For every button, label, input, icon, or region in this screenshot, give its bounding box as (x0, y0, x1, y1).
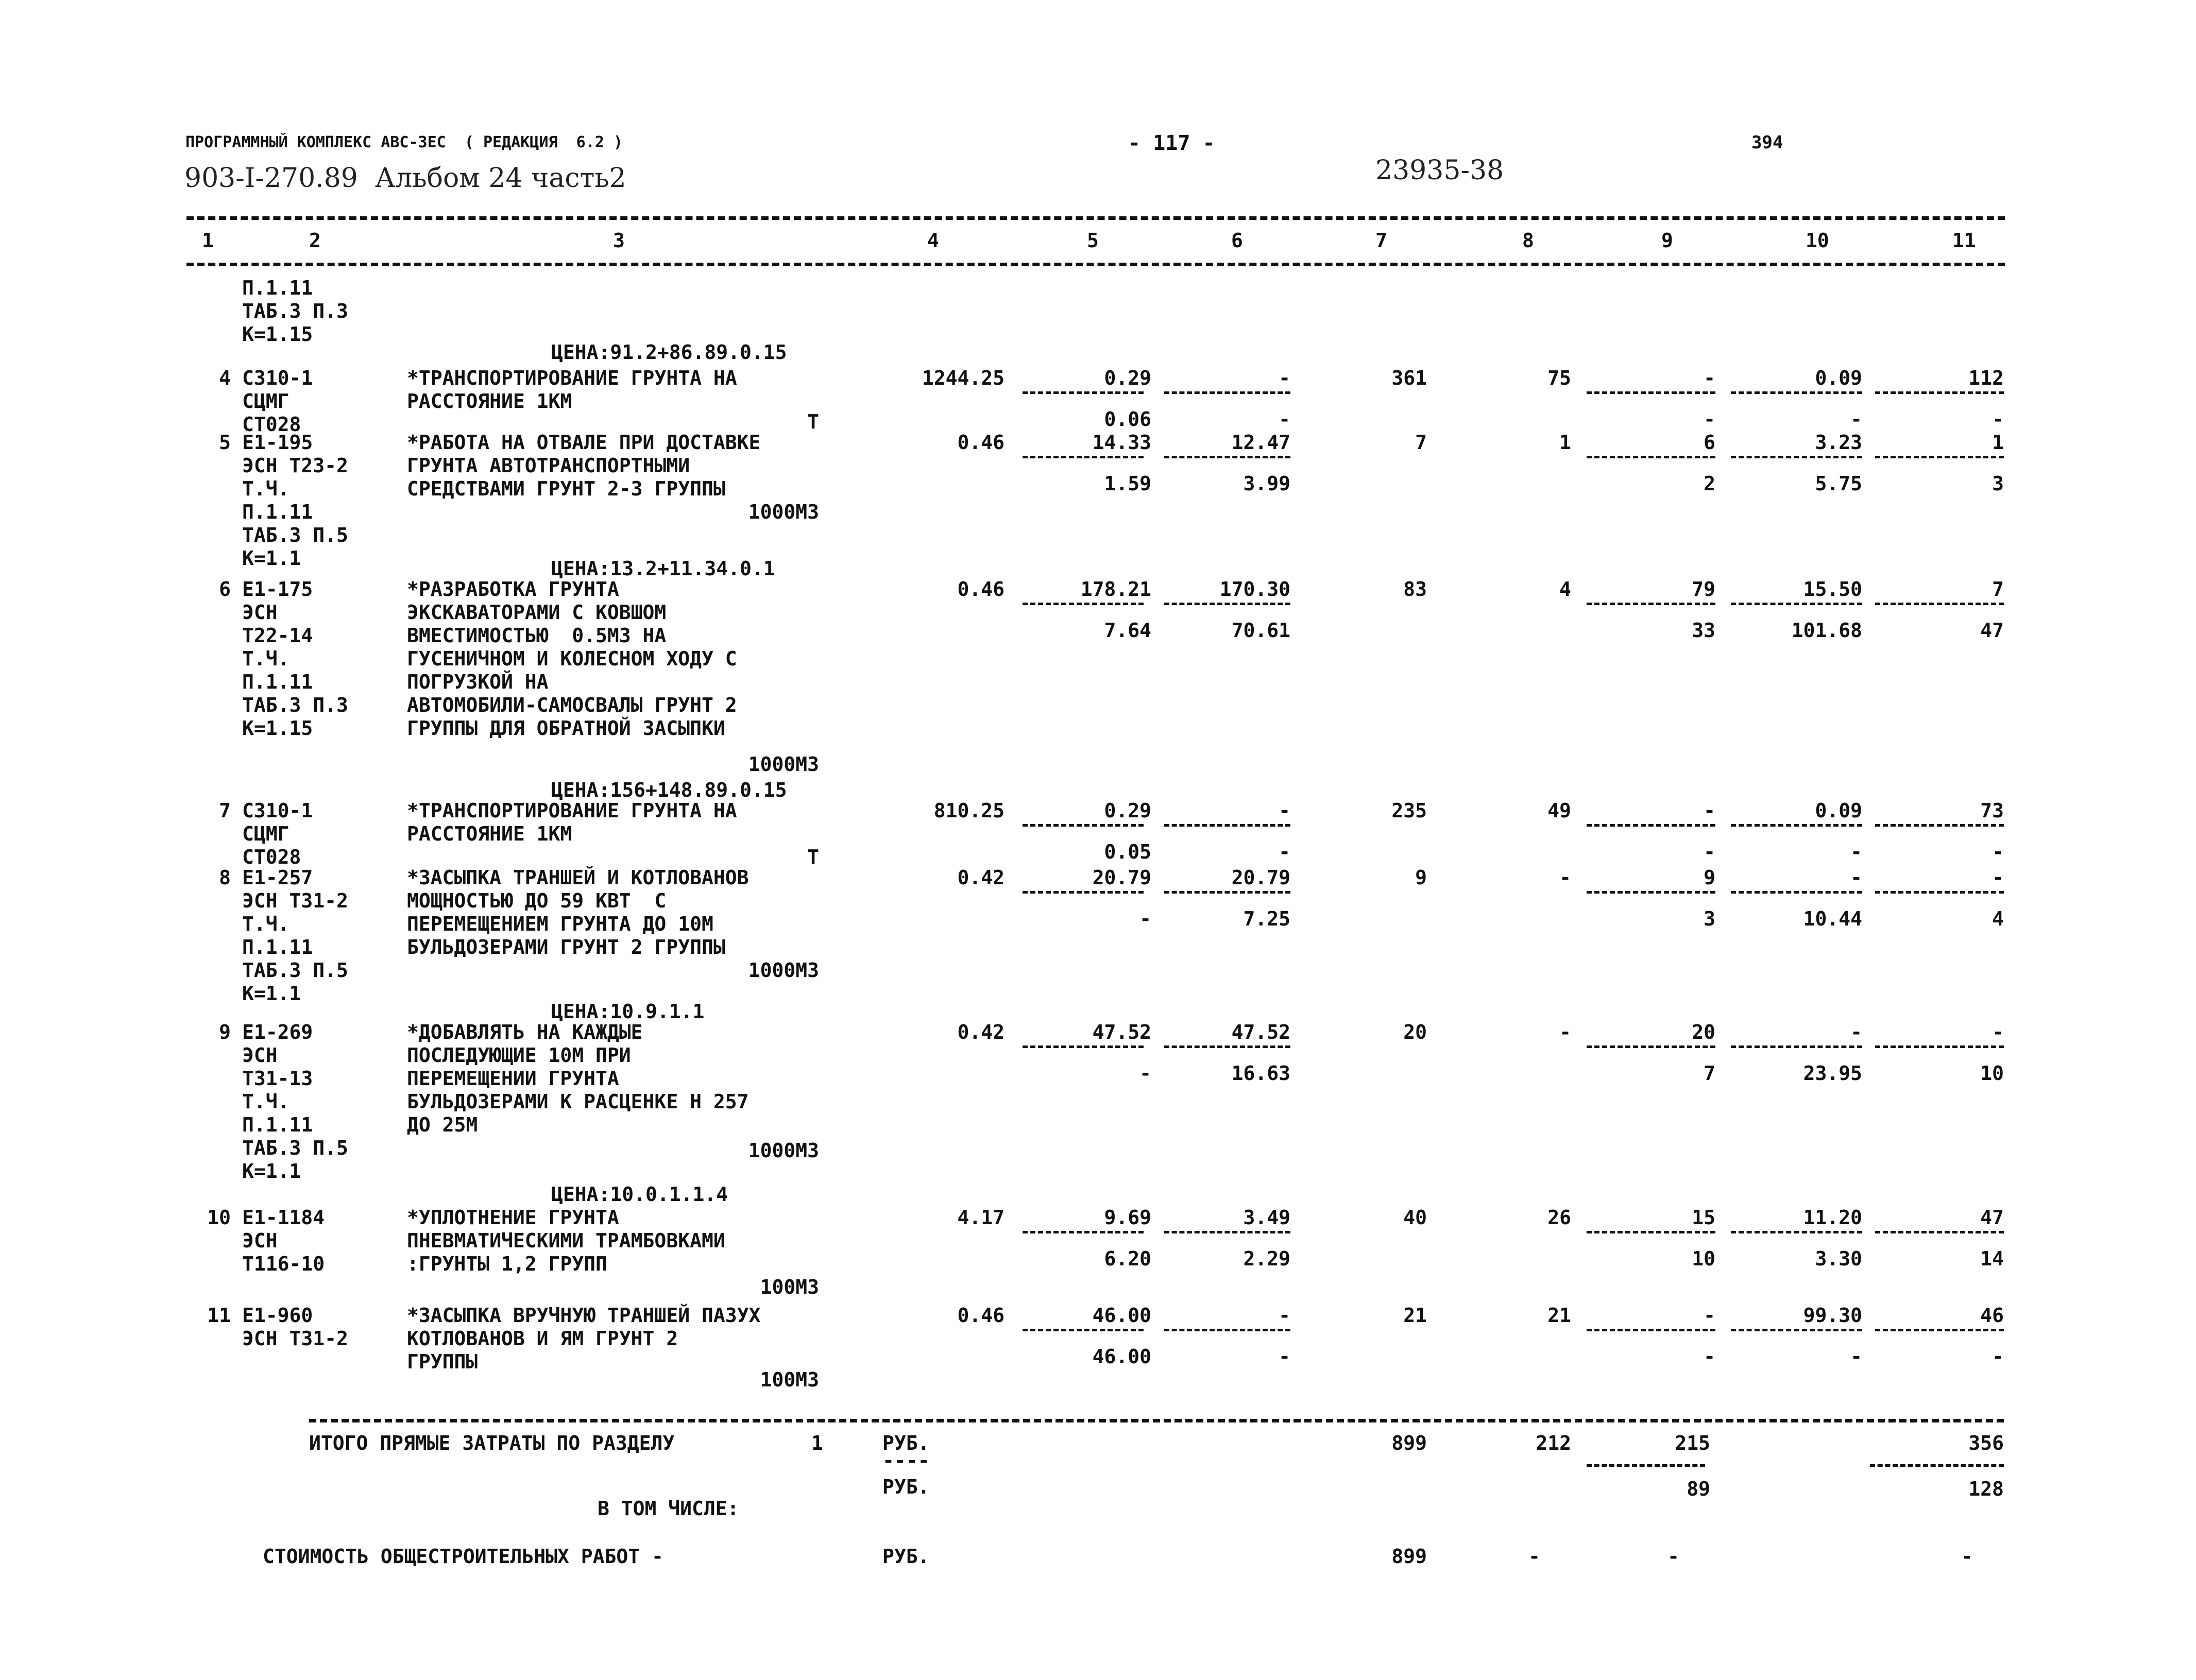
work-description-line: ПНЕВМАТИЧЕСКИМИ ТРАМБОВКАМИ (407, 1229, 725, 1252)
cell-second-col11: 3 (1992, 472, 2004, 495)
cell-divider-col6 (1164, 824, 1290, 827)
cell-divider-col10 (1731, 891, 1862, 894)
work-description-line: АВТОМОБИЛИ-САМОСВАЛЫ ГРУНТ 2 (407, 694, 737, 716)
totals-label: ИТОГО ПРЯМЫЕ ЗАТРАТЫ ПО РАЗДЕЛУ (309, 1432, 675, 1454)
cell-second-col9: - (1704, 408, 1715, 431)
cell-divider-col5 (1023, 1231, 1144, 1233)
cell-divider-col5 (1023, 1045, 1144, 1048)
column-number-10: 10 (1806, 229, 1829, 252)
cell-second-col5: - (1139, 907, 1151, 930)
cell-divider-col10 (1731, 1045, 1862, 1048)
rate-code-line: Е1-960 (242, 1304, 313, 1327)
rate-code-line: Е1-269 (242, 1021, 313, 1043)
cell-col10: 11.20 (1803, 1206, 1862, 1229)
measure-unit: 1000М3 (748, 753, 819, 776)
cell-second-col11: 14 (1980, 1247, 2004, 1270)
row-number: 6 (219, 578, 231, 601)
document-number: 23935-38 (1375, 155, 1504, 186)
cell-col8: - (1559, 866, 1571, 889)
cell-col5: 0.29 (1104, 799, 1151, 822)
column-number-11: 11 (1952, 229, 1976, 252)
column-number-3: 3 (613, 229, 625, 252)
cell-col4: 0.46 (957, 1304, 1005, 1327)
rate-code-line: К=1.1 (242, 547, 301, 570)
row-number: 5 (219, 431, 231, 454)
rate-code-line: Е1-1184 (242, 1206, 325, 1229)
rate-code-line: ЭСН (242, 1044, 278, 1067)
cell-second-col10: 101.68 (1791, 619, 1862, 642)
price-breakdown: ЦЕНА:10.9.1.1 (551, 1000, 705, 1023)
work-description-line: *РАЗРАБОТКА ГРУНТА (407, 578, 619, 601)
cell-second-col5: 46.00 (1092, 1345, 1151, 1368)
work-description-line: ГРУППЫ (407, 1350, 478, 1373)
measure-unit: 100М3 (760, 1276, 819, 1298)
totals-unit-second: РУБ. (882, 1476, 930, 1498)
cell-second-col11: - (1992, 1345, 2004, 1368)
cell-col9: 79 (1692, 578, 1715, 601)
cell-second-col6: - (1279, 841, 1290, 863)
cell-divider-col10 (1731, 1231, 1862, 1233)
row-number: 8 (219, 866, 231, 889)
cell-col8: 4 (1559, 578, 1571, 601)
cell-col9: - (1704, 367, 1715, 389)
cell-col7: 9 (1415, 866, 1427, 889)
cell-second-col11: - (1992, 841, 2004, 863)
cell-divider-col11 (1875, 603, 2004, 605)
measure-unit: 1000М3 (748, 501, 819, 523)
cost-label: СТОИМОСТЬ ОБЩЕСТРОИТЕЛЬНЫХ РАБОТ - (263, 1545, 663, 1568)
cell-second-col9: 33 (1692, 619, 1715, 642)
cell-divider-col5 (1023, 456, 1144, 458)
cost-col9: - (1667, 1545, 1679, 1568)
cell-divider-col11 (1875, 1231, 2004, 1233)
totals-col9: 215 (1675, 1432, 1710, 1454)
cell-col6: 12.47 (1231, 431, 1290, 454)
rate-code-line: Е1-257 (242, 866, 313, 889)
cell-second-col11: 4 (1992, 907, 2004, 930)
cell-second-col9: - (1704, 841, 1715, 863)
rate-code-line: СТ028 (242, 413, 301, 436)
cell-second-col6: 7.25 (1243, 907, 1290, 930)
cell-col4: 0.42 (957, 1021, 1005, 1043)
rate-code-line: ТАБ.3 П.5 (242, 1137, 348, 1159)
totals-col11: 356 (1968, 1432, 2004, 1454)
cell-second-col6: 3.99 (1243, 472, 1290, 495)
cell-col8: 75 (1547, 367, 1571, 389)
column-number-2: 2 (309, 229, 321, 252)
rate-code-line: П.1.11 (242, 277, 313, 299)
cell-col6: 3.49 (1243, 1206, 1290, 1229)
cell-col4: 0.46 (957, 578, 1005, 601)
column-number-9: 9 (1661, 229, 1673, 252)
work-description-line: ПЕРЕМЕЩЕНИИ ГРУНТА (407, 1067, 619, 1090)
cell-second-col9: 2 (1704, 472, 1715, 495)
cell-col5: 178.21 (1080, 578, 1151, 601)
cell-col9: 15 (1692, 1206, 1715, 1229)
cell-col4: 0.46 (957, 431, 1005, 454)
rule-header (186, 263, 2005, 266)
row-number: 7 (219, 799, 231, 822)
totals-col11-second: 128 (1968, 1478, 2004, 1500)
work-description-line: ВМЕСТИМОСТЬЮ 0.5М3 НА (407, 624, 667, 647)
cell-col6: - (1279, 1304, 1290, 1327)
cell-col7: 21 (1403, 1304, 1427, 1327)
cell-divider-col6 (1164, 891, 1290, 894)
work-description-line: КОТЛОВАНОВ И ЯМ ГРУНТ 2 (407, 1327, 678, 1350)
cell-second-col9: 10 (1692, 1247, 1715, 1270)
cell-col8: 1 (1559, 431, 1571, 454)
cell-divider-col10 (1731, 391, 1862, 394)
column-number-1: 1 (202, 229, 214, 252)
work-description-line: МОЩНОСТЬЮ ДО 59 КВТ С (407, 889, 667, 912)
cell-divider-col5 (1023, 1329, 1144, 1331)
cell-second-col5: 1.59 (1104, 472, 1151, 495)
cell-second-col10: 3.30 (1815, 1247, 1862, 1270)
cell-col9: - (1704, 1304, 1715, 1327)
rate-code-line: ЭСН Т31-2 (242, 889, 348, 912)
cell-col7: 40 (1403, 1206, 1427, 1229)
cell-divider-col9 (1587, 456, 1715, 458)
work-description-line: *ДОБАВЛЯТЬ НА КАЖДЫЕ (407, 1021, 643, 1043)
measure-unit: 1000М3 (748, 959, 819, 982)
work-description-line: ПОСЛЕДУЮЩИЕ 10М ПРИ (407, 1044, 631, 1067)
measure-unit: 100М3 (760, 1368, 819, 1391)
cost-col7: 899 (1391, 1545, 1427, 1568)
cell-divider-col6 (1164, 456, 1290, 458)
rate-code-line: Е1-175 (242, 578, 313, 601)
row-number: 4 (219, 367, 231, 389)
cell-divider-col9 (1587, 1329, 1715, 1331)
cell-col7: 7 (1415, 431, 1427, 454)
totals-col11-rule (1870, 1464, 2004, 1467)
cell-col8: 49 (1547, 799, 1571, 822)
totals-col9-second: 89 (1687, 1478, 1710, 1500)
cell-divider-col11 (1875, 456, 2004, 458)
including-label: В ТОМ ЧИСЛЕ: (598, 1497, 739, 1520)
rate-code-line: Т.Ч. (242, 647, 290, 670)
cell-col10: 0.09 (1815, 799, 1862, 822)
cell-second-col9: - (1704, 1345, 1715, 1368)
work-description-line: :ГРУНТЫ 1,2 ГРУПП (407, 1253, 607, 1275)
program-line: ПРОГРАММНЫЙ КОМПЛЕКС АВС-3ЕС ( РЕДАКЦИЯ 6.2 ) (185, 133, 623, 151)
cell-second-col9: 7 (1704, 1062, 1715, 1085)
cell-divider-col10 (1731, 456, 1862, 458)
cell-divider-col6 (1164, 1231, 1290, 1233)
cell-col11: 112 (1968, 367, 2004, 389)
rate-code-line: Т.Ч. (242, 477, 290, 500)
cell-second-col6: 2.29 (1243, 1247, 1290, 1270)
price-breakdown: ЦЕНА:13.2+11.34.0.1 (551, 557, 775, 580)
cell-col10: - (1850, 1021, 1862, 1043)
rate-code-line: П.1.11 (242, 936, 313, 958)
totals-unit: РУБ. (882, 1432, 930, 1454)
work-description-line: СРЕДСТВАМИ ГРУНТ 2-3 ГРУППЫ (407, 477, 725, 500)
cell-second-col6: - (1279, 408, 1290, 431)
work-description-line: ДО 25М (407, 1113, 478, 1136)
cell-second-col10: 23.95 (1803, 1062, 1862, 1085)
cell-second-col5: 7.64 (1104, 619, 1151, 642)
cell-col6: 170.30 (1219, 578, 1290, 601)
work-description-line: БУЛЬДОЗЕРАМИ К РАСЦЕНКЕ Н 257 (407, 1090, 749, 1113)
cell-col6: - (1279, 799, 1290, 822)
rate-code-line: П.1.11 (242, 671, 313, 693)
column-number-5: 5 (1087, 229, 1099, 252)
rate-code-line: С310-1 (242, 367, 313, 389)
cell-divider-col10 (1731, 1329, 1862, 1331)
cell-col10: 0.09 (1815, 367, 1862, 389)
cell-divider-col10 (1731, 603, 1862, 605)
cell-divider-col5 (1023, 824, 1144, 827)
measure-unit: Т (807, 410, 819, 433)
cell-col11: 46 (1980, 1304, 2004, 1327)
work-description-line: *ЗАСЫПКА ТРАНШЕЙ И КОТЛОВАНОВ (407, 866, 749, 889)
cell-col4: 1244.25 (922, 367, 1005, 389)
cell-col5: 14.33 (1092, 431, 1151, 454)
cell-divider-col11 (1875, 824, 2004, 827)
cell-second-col10: 5.75 (1815, 472, 1862, 495)
rate-code-line: Т.Ч. (242, 1090, 290, 1113)
cell-col9: - (1704, 799, 1715, 822)
work-description-line: ЭКСКАВАТОРАМИ С КОВШОМ (407, 601, 667, 624)
cost-col8: - (1528, 1545, 1540, 1568)
cell-col10: - (1850, 866, 1862, 889)
work-description-line: ПОГРУЗКОЙ НА (407, 671, 549, 693)
rate-code-line: К=1.15 (242, 717, 313, 740)
rate-code-line: С310-1 (242, 799, 313, 822)
cell-second-col10: 10.44 (1803, 907, 1862, 930)
cell-col9: 20 (1692, 1021, 1715, 1043)
cell-col5: 47.52 (1092, 1021, 1151, 1043)
rate-code-line: ТАБ.3 П.5 (242, 524, 348, 546)
cell-second-col10: - (1850, 408, 1862, 431)
cell-col11: 7 (1992, 578, 2004, 601)
cell-col11: - (1992, 1021, 2004, 1043)
cell-divider-col11 (1875, 391, 2004, 394)
cell-col4: 4.17 (957, 1206, 1005, 1229)
rate-code-line: ЭСН Т23-2 (242, 454, 348, 477)
cell-second-col6: - (1279, 1345, 1290, 1368)
rate-code-line: СЦМГ (242, 390, 290, 413)
measure-unit: 1000М3 (748, 1139, 819, 1162)
cell-col10: 3.23 (1815, 431, 1862, 454)
work-description-line: ГРУППЫ ДЛЯ ОБРАТНОЙ ЗАСЫПКИ (407, 717, 725, 740)
cell-divider-col6 (1164, 603, 1290, 605)
row-number: 10 (207, 1206, 231, 1229)
column-number-4: 4 (927, 229, 939, 252)
rate-code-line: ТАБ.3 П.3 (242, 694, 348, 716)
cell-second-col5: 0.06 (1104, 408, 1151, 431)
cell-divider-col9 (1587, 1045, 1715, 1048)
cell-divider-col11 (1875, 891, 2004, 894)
totals-unit-dash: ---- (882, 1449, 930, 1472)
rate-code-line: К=1.1 (242, 1160, 301, 1182)
cell-col9: 9 (1704, 866, 1715, 889)
cell-second-col10: - (1850, 1345, 1862, 1368)
cell-col5: 20.79 (1092, 866, 1151, 889)
cell-divider-col5 (1023, 891, 1144, 894)
cell-col7: 83 (1403, 578, 1427, 601)
price-breakdown: ЦЕНА:10.0.1.1.4 (551, 1183, 728, 1206)
cell-col4: 0.42 (957, 866, 1005, 889)
cell-col11: 1 (1992, 431, 2004, 454)
cost-unit: РУБ. (882, 1545, 930, 1568)
cell-col5: 0.29 (1104, 367, 1151, 389)
rate-code-line: П.1.11 (242, 501, 313, 523)
rate-code-line: Т22-14 (242, 624, 313, 647)
column-number-8: 8 (1522, 229, 1534, 252)
work-description-line: *УПЛОТНЕНИЕ ГРУНТА (407, 1206, 619, 1229)
sheet-number: 394 (1751, 132, 1783, 153)
rate-code-line: СЦМГ (242, 822, 290, 845)
rate-code-line: Е1-195 (242, 431, 313, 454)
rate-code-line: СТ028 (242, 846, 301, 868)
rate-code-line: ЭСН (242, 601, 278, 624)
cell-col8: - (1559, 1021, 1571, 1043)
cell-col11: 73 (1980, 799, 2004, 822)
cell-second-col5: - (1139, 1062, 1151, 1085)
work-description-line: ГРУНТА АВТОТРАНСПОРТНЫМИ (407, 454, 690, 477)
work-description-line: *РАБОТА НА ОТВАЛЕ ПРИ ДОСТАВКЕ (407, 431, 761, 454)
totals-col8: 212 (1536, 1432, 1571, 1454)
cell-second-col11: 47 (1980, 619, 2004, 642)
price-breakdown: ЦЕНА:91.2+86.89.0.15 (551, 341, 787, 364)
cell-col7: 235 (1391, 799, 1427, 822)
cell-divider-col6 (1164, 391, 1290, 394)
cell-col9: 6 (1704, 431, 1715, 454)
rate-code-line: ЭСН (242, 1229, 278, 1252)
cell-second-col10: - (1850, 841, 1862, 863)
work-description-line: БУЛЬДОЗЕРАМИ ГРУНТ 2 ГРУППЫ (407, 936, 725, 958)
work-description-line: *ЗАСЫПКА ВРУЧНУЮ ТРАНШЕЙ ПАЗУХ (407, 1304, 761, 1327)
rate-code-line: К=1.15 (242, 323, 313, 346)
rule-totals (309, 1419, 2004, 1422)
cost-col11: - (1961, 1545, 1973, 1568)
cell-col8: 26 (1547, 1206, 1571, 1229)
cell-divider-col9 (1587, 1231, 1715, 1233)
measure-unit: Т (807, 846, 819, 868)
cell-divider-col11 (1875, 1329, 2004, 1331)
cell-second-col6: 70.61 (1231, 619, 1290, 642)
column-number-7: 7 (1375, 229, 1387, 252)
cell-col10: 99.30 (1803, 1304, 1862, 1327)
cell-divider-col5 (1023, 603, 1144, 605)
rate-code-line: Т.Ч. (242, 913, 290, 935)
work-description-line: РАССТОЯНИЕ 1КМ (407, 390, 572, 413)
cell-col10: 15.50 (1803, 578, 1862, 601)
price-breakdown: ЦЕНА:156+148.89.0.15 (551, 779, 787, 801)
cell-second-col11: - (1992, 408, 2004, 431)
cell-col8: 21 (1547, 1304, 1571, 1327)
rate-code-line: ТАБ.3 П.5 (242, 959, 348, 982)
rate-code-line: К=1.1 (242, 982, 301, 1005)
cell-divider-col9 (1587, 391, 1715, 394)
cell-col6: - (1279, 367, 1290, 389)
cell-second-col5: 6.20 (1104, 1247, 1151, 1270)
cell-divider-col9 (1587, 824, 1715, 827)
rate-code-line: Т116-10 (242, 1253, 325, 1275)
cell-divider-col6 (1164, 1045, 1290, 1048)
cell-col7: 361 (1391, 367, 1427, 389)
cell-col6: 47.52 (1231, 1021, 1290, 1043)
totals-col7: 899 (1391, 1432, 1427, 1454)
cell-col11: - (1992, 866, 2004, 889)
totals-section: 1 (811, 1432, 823, 1454)
row-number: 9 (219, 1021, 231, 1043)
row-number: 11 (207, 1304, 231, 1327)
work-description-line: ГУСЕНИЧНОМ И КОЛЕСНОМ ХОДУ С (407, 647, 737, 670)
project-reference: 903-I-270.89 Альбом 24 часть2 (184, 163, 626, 194)
cell-col5: 46.00 (1092, 1304, 1151, 1327)
cell-second-col9: 3 (1704, 907, 1715, 930)
column-number-6: 6 (1231, 229, 1243, 252)
cell-col6: 20.79 (1231, 866, 1290, 889)
cell-divider-col6 (1164, 1329, 1290, 1331)
cell-second-col11: 10 (1980, 1062, 2004, 1085)
work-description-line: РАССТОЯНИЕ 1КМ (407, 822, 572, 845)
cell-col4: 810.25 (933, 799, 1005, 822)
rate-code-line: Т31-13 (242, 1067, 313, 1090)
cell-divider-col9 (1587, 603, 1715, 605)
cell-col7: 20 (1403, 1021, 1427, 1043)
cell-col11: 47 (1980, 1206, 2004, 1229)
rate-code-line: ЭСН Т31-2 (242, 1327, 348, 1350)
work-description-line: ПЕРЕМЕЩЕНИЕМ ГРУНТА ДО 10М (407, 913, 713, 935)
rate-code-line: П.1.11 (242, 1113, 313, 1136)
cell-col5: 9.69 (1104, 1206, 1151, 1229)
cell-divider-col9 (1587, 891, 1715, 894)
cell-divider-col5 (1023, 391, 1144, 394)
page-mark: - 117 - (1128, 131, 1215, 155)
totals-col9-rule (1587, 1464, 1705, 1467)
cell-second-col5: 0.05 (1104, 841, 1151, 863)
rate-code-line: ТАБ.3 П.3 (242, 300, 348, 322)
cell-second-col6: 16.63 (1231, 1062, 1290, 1085)
rule-top (186, 216, 2005, 220)
cell-divider-col11 (1875, 1045, 2004, 1048)
cell-divider-col10 (1731, 824, 1862, 827)
work-description-line: *ТРАНСПОРТИРОВАНИЕ ГРУНТА НА (407, 799, 737, 822)
work-description-line: *ТРАНСПОРТИРОВАНИЕ ГРУНТА НА (407, 367, 737, 389)
